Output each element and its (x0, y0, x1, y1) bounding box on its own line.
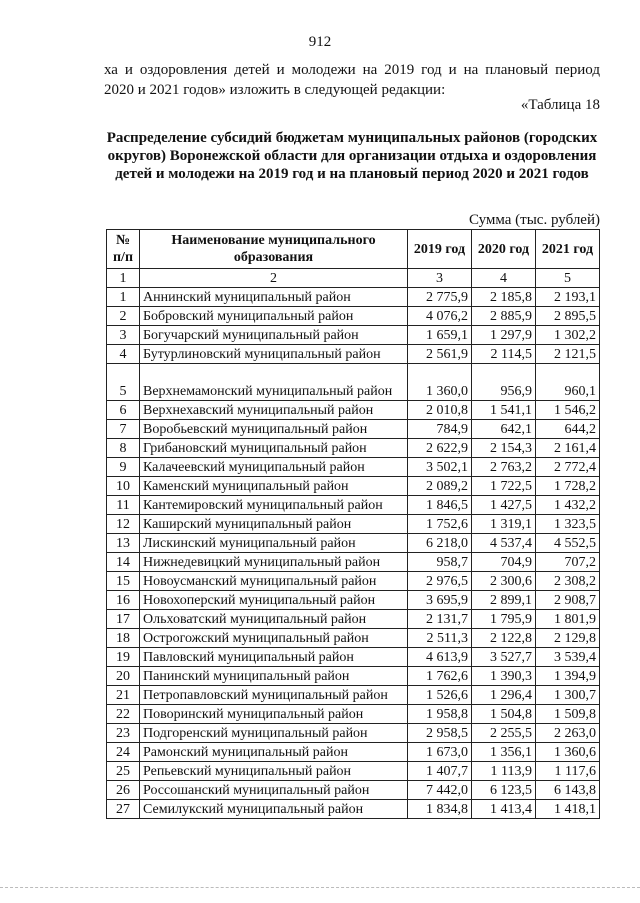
value-2020: 704,9 (472, 553, 536, 572)
municipality-name: Бобровский муниципальный район (140, 307, 408, 326)
row-number: 25 (107, 762, 140, 781)
municipality-name: Россошанский муниципальный район (140, 781, 408, 800)
row-number: 26 (107, 781, 140, 800)
value-2021: 1 432,2 (536, 496, 600, 515)
value-2019: 1 752,6 (408, 515, 472, 534)
value-2019: 2 010,8 (408, 401, 472, 420)
value-2019: 4 076,2 (408, 307, 472, 326)
municipality-name: Павловский муниципальный район (140, 648, 408, 667)
row-number: 20 (107, 667, 140, 686)
table-row (107, 781, 600, 800)
municipality-name: Нижнедевицкий муниципальный район (140, 553, 408, 572)
row-number: 23 (107, 724, 140, 743)
table-row (107, 591, 600, 610)
value-2019: 2 775,9 (408, 288, 472, 307)
table-row (107, 477, 600, 496)
table-row (107, 553, 600, 572)
row-number: 16 (107, 591, 140, 610)
table-row (107, 705, 600, 724)
value-2020: 1 296,4 (472, 686, 536, 705)
row-number: 7 (107, 420, 140, 439)
value-2020: 2 255,5 (472, 724, 536, 743)
municipality-name: Каменский муниципальный район (140, 477, 408, 496)
row-number: 10 (107, 477, 140, 496)
municipality-name: Новохоперский муниципальный район (140, 591, 408, 610)
table-row (107, 762, 600, 781)
value-2019: 1 846,5 (408, 496, 472, 515)
table-header-row (107, 230, 600, 269)
row-number: 9 (107, 458, 140, 477)
table-row (107, 420, 600, 439)
table-row (107, 401, 600, 420)
value-2020: 2 885,9 (472, 307, 536, 326)
table-row (107, 326, 600, 345)
value-2021: 1 418,1 (536, 800, 600, 819)
row-number: 2 (107, 307, 140, 326)
table-row (107, 364, 600, 401)
value-2021: 1 360,6 (536, 743, 600, 762)
table-row (107, 515, 600, 534)
column-number: 3 (408, 269, 472, 288)
row-number: 21 (107, 686, 140, 705)
value-2020: 1 722,5 (472, 477, 536, 496)
municipality-name: Рамонский муниципальный район (140, 743, 408, 762)
table-row (107, 572, 600, 591)
value-2021: 2 161,4 (536, 439, 600, 458)
table-row (107, 307, 600, 326)
table-row (107, 686, 600, 705)
municipality-name: Верхнемамонский муниципальный район (140, 364, 408, 401)
value-2021: 2 193,1 (536, 288, 600, 307)
header-2021: 2021 год (536, 230, 600, 269)
value-2019: 7 442,0 (408, 781, 472, 800)
value-2021: 1 801,9 (536, 610, 600, 629)
value-2019: 1 659,1 (408, 326, 472, 345)
municipality-name: Калачеевский муниципальный район (140, 458, 408, 477)
row-number: 12 (107, 515, 140, 534)
header-name: Наименование муниципального образования (140, 230, 408, 269)
value-2020: 1 795,9 (472, 610, 536, 629)
value-2021: 1 323,5 (536, 515, 600, 534)
page-number: 912 (308, 34, 332, 50)
value-2019: 1 834,8 (408, 800, 472, 819)
units-label: Сумма (тыс. рублей) (468, 212, 600, 228)
value-2021: 2 121,5 (536, 345, 600, 364)
row-number: 22 (107, 705, 140, 724)
table-row (107, 800, 600, 819)
value-2020: 642,1 (472, 420, 536, 439)
value-2020: 1 390,3 (472, 667, 536, 686)
value-2021: 2 308,2 (536, 572, 600, 591)
municipality-name: Каширский муниципальный район (140, 515, 408, 534)
document-title: Распределение субсидий бюджетам муниципальных районов (городских округов) Воронежской области для организации отдыха и оздоровления детей и молодежи на 2019 год и на плановый период 2020 и 2021 годов (106, 130, 598, 182)
row-number: 3 (107, 326, 140, 345)
municipality-name: Аннинский муниципальный район (140, 288, 408, 307)
page-bottom-divider (0, 887, 640, 888)
value-2021: 1 394,9 (536, 667, 600, 686)
municipality-name: Острогожский муниципальный район (140, 629, 408, 648)
municipality-name: Богучарский муниципальный район (140, 326, 408, 345)
value-2020: 1 113,9 (472, 762, 536, 781)
value-2020: 1 319,1 (472, 515, 536, 534)
municipality-name: Бутурлиновский муниципальный район (140, 345, 408, 364)
value-2021: 1 728,2 (536, 477, 600, 496)
municipality-name: Кантемировский муниципальный район (140, 496, 408, 515)
value-2021: 2 263,0 (536, 724, 600, 743)
value-2020: 1 356,1 (472, 743, 536, 762)
header-2019: 2019 год (408, 230, 472, 269)
value-2019: 2 561,9 (408, 345, 472, 364)
value-2021: 1 546,2 (536, 401, 600, 420)
value-2020: 2 300,6 (472, 572, 536, 591)
value-2020: 2 122,8 (472, 629, 536, 648)
municipality-name: Новоусманский муниципальный район (140, 572, 408, 591)
municipality-name: Грибановский муниципальный район (140, 439, 408, 458)
value-2021: 1 117,6 (536, 762, 600, 781)
intro-line-2: 2020 и 2021 годов» изложить в следующей редакции: (104, 82, 446, 98)
value-2019: 784,9 (408, 420, 472, 439)
value-2020: 2 763,2 (472, 458, 536, 477)
municipality-name: Ольховатский муниципальный район (140, 610, 408, 629)
value-2019: 2 622,9 (408, 439, 472, 458)
row-number: 27 (107, 800, 140, 819)
value-2020: 4 537,4 (472, 534, 536, 553)
value-2019: 3 502,1 (408, 458, 472, 477)
value-2021: 2 895,5 (536, 307, 600, 326)
municipality-name: Подгоренский муниципальный район (140, 724, 408, 743)
value-2019: 2 976,5 (408, 572, 472, 591)
header-2020: 2020 год (472, 230, 536, 269)
value-2021: 1 302,2 (536, 326, 600, 345)
value-2021: 644,2 (536, 420, 600, 439)
value-2019: 3 695,9 (408, 591, 472, 610)
table-row (107, 496, 600, 515)
table-row (107, 610, 600, 629)
municipality-name: Верхнехавский муниципальный район (140, 401, 408, 420)
value-2019: 958,7 (408, 553, 472, 572)
value-2019: 1 526,6 (408, 686, 472, 705)
value-2021: 2 908,7 (536, 591, 600, 610)
value-2021: 6 143,8 (536, 781, 600, 800)
row-number: 17 (107, 610, 140, 629)
column-numbers-row (107, 269, 600, 288)
column-number: 5 (536, 269, 600, 288)
subsidy-table (106, 229, 600, 819)
value-2019: 6 218,0 (408, 534, 472, 553)
value-2020: 1 427,5 (472, 496, 536, 515)
value-2021: 2 772,4 (536, 458, 600, 477)
column-number: 1 (107, 269, 140, 288)
table-row (107, 439, 600, 458)
intro-line-1: ха и оздоровления детей и молодежи на 2019 год и на плановый период (104, 62, 600, 78)
row-number: 13 (107, 534, 140, 553)
value-2019: 1 407,7 (408, 762, 472, 781)
row-number: 8 (107, 439, 140, 458)
table-row (107, 724, 600, 743)
row-number: 6 (107, 401, 140, 420)
value-2021: 707,2 (536, 553, 600, 572)
column-number: 4 (472, 269, 536, 288)
row-number: 4 (107, 345, 140, 364)
municipality-name: Семилукский муниципальный район (140, 800, 408, 819)
row-number: 5 (107, 364, 140, 401)
row-number: 15 (107, 572, 140, 591)
value-2020: 956,9 (472, 364, 536, 401)
table-row (107, 629, 600, 648)
value-2021: 1 300,7 (536, 686, 600, 705)
value-2019: 2 958,5 (408, 724, 472, 743)
column-number: 2 (140, 269, 408, 288)
table-row (107, 458, 600, 477)
row-number: 19 (107, 648, 140, 667)
value-2021: 960,1 (536, 364, 600, 401)
value-2020: 1 541,1 (472, 401, 536, 420)
value-2020: 1 504,8 (472, 705, 536, 724)
value-2020: 2 185,8 (472, 288, 536, 307)
value-2021: 3 539,4 (536, 648, 600, 667)
municipality-name: Поворинский муниципальный район (140, 705, 408, 724)
value-2019: 1 360,0 (408, 364, 472, 401)
value-2019: 4 613,9 (408, 648, 472, 667)
value-2021: 4 552,5 (536, 534, 600, 553)
value-2021: 2 129,8 (536, 629, 600, 648)
municipality-name: Воробьевский муниципальный район (140, 420, 408, 439)
value-2020: 2 899,1 (472, 591, 536, 610)
table-reference: «Таблица 18 (520, 97, 600, 113)
municipality-name: Репьевский муниципальный район (140, 762, 408, 781)
value-2019: 1 673,0 (408, 743, 472, 762)
value-2020: 2 154,3 (472, 439, 536, 458)
table-row (107, 667, 600, 686)
table-row (107, 288, 600, 307)
table-row (107, 648, 600, 667)
row-number: 1 (107, 288, 140, 307)
value-2020: 1 297,9 (472, 326, 536, 345)
municipality-name: Лискинский муниципальный район (140, 534, 408, 553)
value-2019: 2 131,7 (408, 610, 472, 629)
municipality-name: Петропавловский муниципальный район (140, 686, 408, 705)
value-2020: 6 123,5 (472, 781, 536, 800)
value-2019: 2 089,2 (408, 477, 472, 496)
value-2021: 1 509,8 (536, 705, 600, 724)
table-row (107, 345, 600, 364)
value-2020: 2 114,5 (472, 345, 536, 364)
value-2019: 2 511,3 (408, 629, 472, 648)
table-row (107, 534, 600, 553)
municipality-name: Панинский муниципальный район (140, 667, 408, 686)
table-row (107, 743, 600, 762)
header-num: № п/п (107, 230, 140, 269)
value-2019: 1 762,6 (408, 667, 472, 686)
row-number: 24 (107, 743, 140, 762)
row-number: 18 (107, 629, 140, 648)
row-number: 11 (107, 496, 140, 515)
value-2020: 3 527,7 (472, 648, 536, 667)
row-number: 14 (107, 553, 140, 572)
value-2019: 1 958,8 (408, 705, 472, 724)
value-2020: 1 413,4 (472, 800, 536, 819)
